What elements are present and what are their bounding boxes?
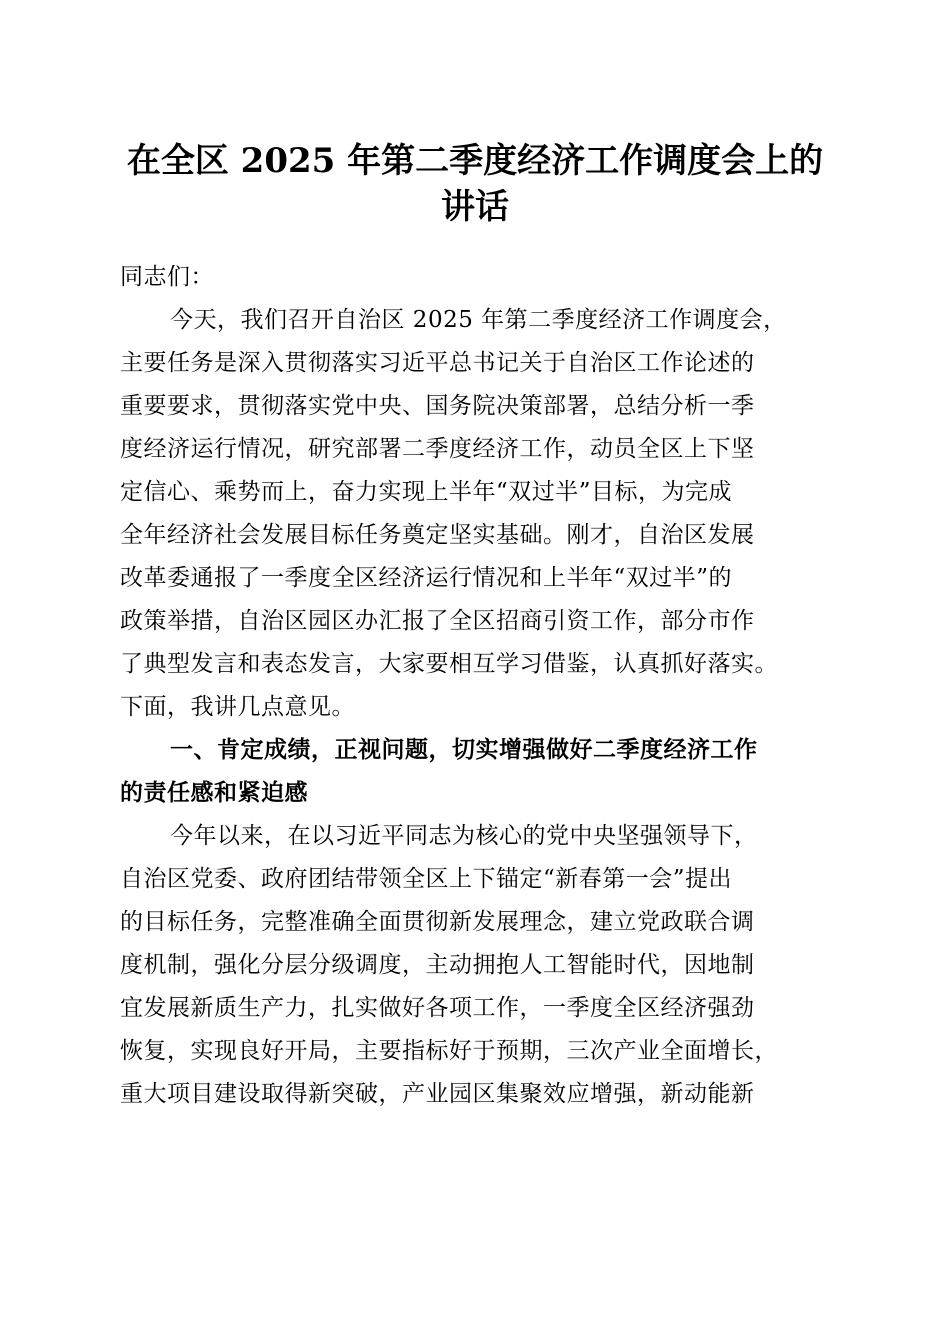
paragraph-line: 今天，我们召开自治区 2025 年第二季度经济工作调度会， [170,307,787,333]
paragraph-line: 下面，我讲几点意见。 [120,694,355,720]
paragraph-line: 政策举措，自治区园区办汇报了全区招商引资工作，部分市作 [120,608,755,634]
paragraph-line: 恢复，实现良好开局，主要指标好于预期，三次产业全面增长， [120,1038,778,1064]
document-title [100,138,850,230]
paragraph-line: 改革委通报了一季度全区经济运行情况和上半年“双过半”的 [120,565,733,591]
paragraph-line: 重大项目建设取得新突破，产业园区集聚效应增强，新动能新 [120,1081,755,1107]
section-heading-1 [120,729,832,815]
document-body [120,256,832,1116]
paragraph-line: 自治区党委、政府团结带领全区上下锚定“新春第一会”提出 [120,866,733,892]
paragraph-line: 定信心、乘势而上，奋力实现上半年“双过半”目标，为完成 [120,479,733,505]
title-line-1: 在全区 2025 年第二季度经济工作调度会上的 [126,141,824,181]
paragraph-line: 了典型发言和表态发言，大家要相互学习借鉴，认真抓好落实。 [120,651,778,677]
paragraph-line: 重要要求，贯彻落实党中央、国务院决策部署，总结分析一季 [120,393,755,419]
paragraph-line: 度机制，强化分层分级调度，主动拥抱人工智能时代，因地制 [120,952,755,978]
paragraph-line: 的目标任务，完整准确全面贯彻新发展理念，建立党政联合调 [120,909,755,935]
salutation: 同志们： [120,264,214,290]
paragraph-line: 全年经济社会发展目标任务奠定坚实基础。刚才，自治区发展 [120,522,755,548]
title-line-2: 讲话 [441,187,509,227]
paragraph-line: 今年以来，在以习近平同志为核心的党中央坚强领导下， [170,823,758,849]
paragraph-section-1 [120,815,832,1116]
paragraph-line: 主要任务是深入贯彻落实习近平总书记关于自治区工作论述的 [120,350,755,376]
heading-line: 一、肯定成绩，正视问题，切实增强做好二季度经济工作 [170,737,758,763]
paragraph-line: 宜发展新质生产力，扎实做好各项工作，一季度全区经济强劲 [120,995,755,1021]
heading-line: 的责任感和紧迫感 [120,780,308,806]
paragraph-line: 度经济运行情况，研究部署二季度经济工作，动员全区上下坚 [120,436,755,462]
paragraph-intro [120,299,832,729]
